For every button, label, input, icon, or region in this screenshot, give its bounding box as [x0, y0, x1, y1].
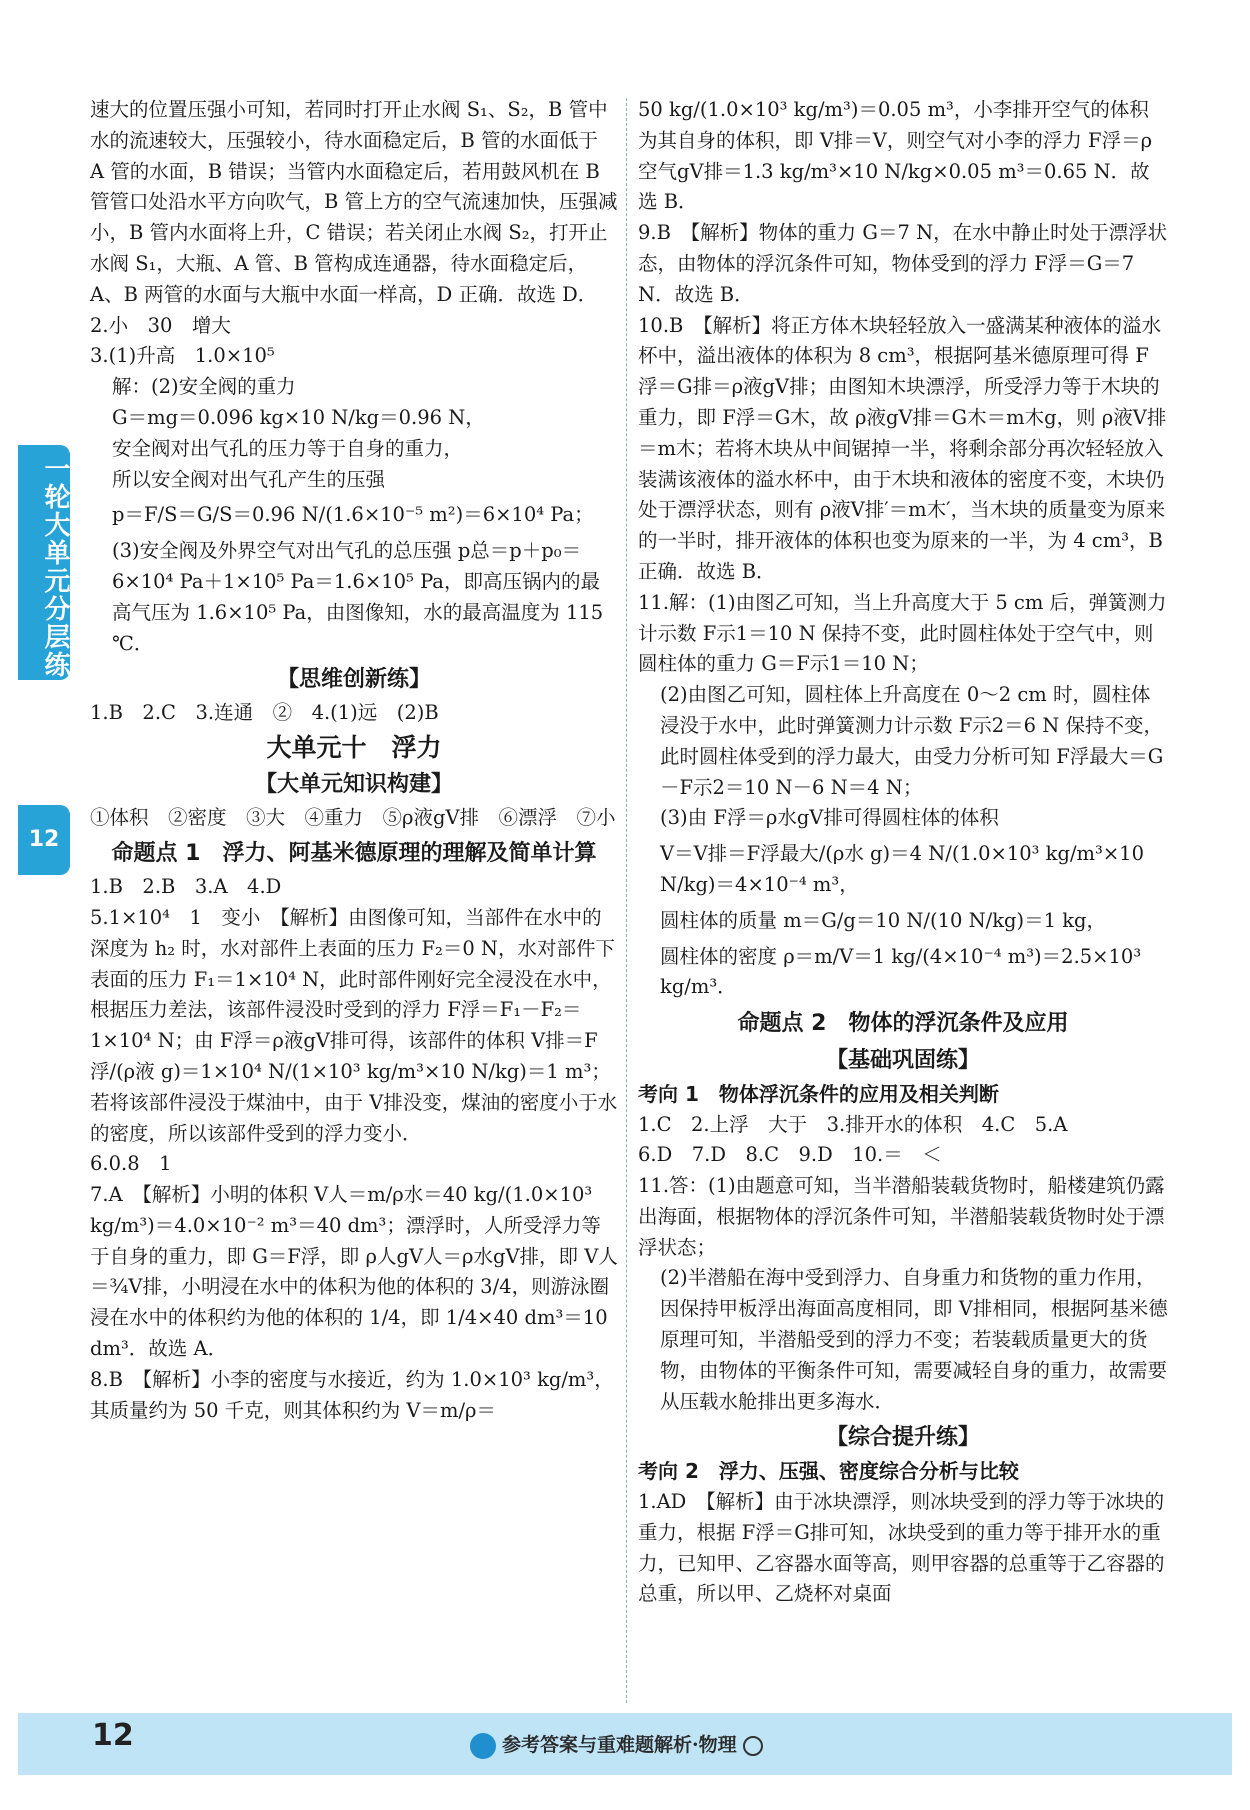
equation: 圆柱体的质量 m＝G/g＝10 N/(10 N/kg)＝1 kg，	[660, 908, 1107, 932]
topic-heading: 命题点 2 物体的浮沉条件及应用	[737, 1011, 1069, 1037]
footer-title-text: 参考答案与重难题解析·物理	[502, 1734, 737, 1756]
brand-logo-icon	[470, 1733, 496, 1759]
text-line: 2.小 30 增大	[90, 313, 231, 337]
section-heading: 【综合提升练】	[825, 1425, 980, 1451]
right-column	[638, 95, 1168, 1610]
unit-title: 大单元十 浮力	[266, 732, 442, 762]
text-line: (2)半潜船在海中受到浮力、自身重力和货物的重力作用，因保持甲板浮出海面高度相同，即 V排相同，根据阿基米德原理可知，半潜船受到的浮力不变；若装载质量更大的货物，由物体的平衡条件可知，需要减轻自身的重力，故需要从压载水舱排出更多海水．	[660, 1266, 1168, 1413]
text-line: (2)由图乙可知，圆柱体上升高度在 0～2 cm 时，圆柱体浸没于水中，此时弹簧测力计示数 F示2＝6 N 保持不变，此时圆柱体受到的浮力最大，由受力分析可知 F浮最大＝G－F示2＝10 N－6 N＝4 N；	[660, 683, 1164, 799]
text-line: (3)安全阀及外界空气对出气孔的总压强 p总＝p＋p₀＝6×10⁴ Pa＋1×10⁵ Pa＝1.6×10⁵ Pa，即高压锅内的最高气压为 1.6×10⁵ Pa，由图像知，水的最高温度为 115 ℃．	[112, 539, 604, 655]
text-line: 9.B 【解析】物体的重力 G＝7 N，在水中静止时处于漂浮状态，由物体的浮沉条件可知，物体受到的浮力 F浮＝G＝7 N．故选 B．	[638, 221, 1168, 306]
section-heading: 【基础巩固练】	[825, 1047, 980, 1073]
answer-line: ①体积 ②密度 ③大 ④重力 ⑤ρ液gV排 ⑥漂浮 ⑦小	[90, 805, 616, 829]
text-line: 11.答：(1)由题意可知，当半潜船装载货物时，船楼建筑仍露出海面，根据物体的浮沉条件可知，半潜船装载货物时处于漂浮状态；	[638, 1174, 1165, 1259]
text-line: 解：(2)安全阀的重力	[112, 375, 296, 399]
equation: p＝F/S＝G/S＝0.96 N/(1.6×10⁻⁵ m²)＝6×10⁴ Pa；	[112, 503, 594, 527]
search-icon	[743, 1736, 763, 1756]
text-line: 3.(1)升高 1.0×10⁵	[90, 344, 275, 368]
topic-heading: 命题点 1 浮力、阿基米德原理的理解及简单计算	[111, 841, 597, 867]
section-heading: 【大单元知识构建】	[254, 771, 453, 797]
answer-line: 1.B 2.C 3.连通 ② 4.(1)远 (2)B	[90, 701, 439, 725]
page-badge: 12	[18, 805, 70, 875]
text-line: 8.B 【解析】小李的密度与水接近，约为 1.0×10³ kg/m³，其质量约为 50 千克，则其体积约为 V＝m/ρ＝	[90, 1367, 614, 1422]
text-line: 1.AD 【解析】由于冰块漂浮，则冰块受到的浮力等于冰块的重力，根据 F浮＝G排可知，冰块受到的重力等于排开水的重力，已知甲、乙容器水面等高，则甲容器的总重等于乙容器的总重，所以甲、乙烧杯对桌面	[638, 1490, 1165, 1606]
text-line: 10.B 【解析】将正方体木块轻轻放入一盛满某种液体的溢水杯中，溢出液体的体积为 8 cm³，根据阿基米德原理可得 F浮＝G排＝ρ液gV排；由图知木块漂浮，所受浮力等于木块的重力，即 F浮＝G木，故 ρ液gV排＝G木＝m木g，则 ρ液V排＝m木；若将木块从中间锯掉一半，将剩余部分再次轻轻放入装满该液体的溢水杯中，由于木块和液体的密度不变，木块仍处于漂浮状态，则有 ρ液V排′＝m木′，当木块的质量变为原来的一半时，排开液体的体积也变为原来的一半，为 4 cm³，B 正确．故选 B．	[638, 313, 1167, 583]
side-tab: 一轮大单元分层练	[18, 445, 70, 680]
text-line: 11.解：(1)由图乙可知，当上升高度大于 5 cm 后，弹簧测力计示数 F示1＝10 N 保持不变，此时圆柱体处于空气中，则圆柱体的重力 G＝F示1＝10 N；	[638, 590, 1167, 676]
footer-title	[470, 1730, 763, 1759]
left-column	[90, 95, 618, 1426]
footer-page-number: 12	[92, 1718, 134, 1753]
answer-line: 1.B 2.B 3.A 4.D	[90, 875, 282, 899]
answer-line: 6.D 7.D 8.C 9.D 10.＝ ＜	[638, 1143, 942, 1167]
subsection-heading: 考向 1 物体浮沉条件的应用及相关判断	[638, 1081, 999, 1106]
section-heading: 【思维创新练】	[276, 667, 431, 693]
subsection-heading: 考向 2 浮力、压强、密度综合分析与比较	[638, 1459, 1019, 1484]
text-line: (3)由 F浮＝ρ水gV排可得圆柱体的体积	[660, 806, 999, 830]
answer-line: 6.0.8 1	[90, 1152, 172, 1176]
text-line: G＝mg＝0.096 kg×10 N/kg＝0.96 N，	[112, 405, 485, 429]
answer-line: 1.C 2.上浮 大于 3.排开水的体积 4.C 5.A	[638, 1112, 1068, 1136]
text-line: 速大的位置压强小可知，若同时打开止水阀 S₁、S₂，B 管中水的流速较大，压强较小，待水面稳定后，B 管的水面低于 A 管的水面，B 错误；当管内水面稳定后，若用鼓风机在 B 管管口处沿水平方向吹气，B 管上方的空气流速加快，压强减小，B 管内水面将上升，C 错误；若关闭止水阀 S₂，打开止水阀 S₁，大瓶、A 管、B 管构成连通器，待水面稳定后，A、B 两管的水面与大瓶中水面一样高，D 正确．故选 D．	[90, 98, 618, 306]
column-divider	[626, 98, 627, 1703]
text-line: 50 kg/(1.0×10³ kg/m³)＝0.05 m³，小李排开空气的体积为其自身的体积，即 V排＝V，则空气对小李的浮力 F浮＝ρ空气gV排＝1.3 kg/m³×10 N/kg×0.05 m³＝0.65 N．故选 B．	[638, 98, 1153, 214]
text-line: 安全阀对出气孔的压力等于自身的重力，	[112, 436, 464, 460]
text-line: 5.1×10⁴ 1 变小 【解析】由图像可知，当部件在水中的深度为 h₂ 时，水对部件上表面的压力 F₂＝0 N，水对部件下表面的压力 F₁＝1×10⁴ N，此时部件刚好完全浸没在水中，根据压力差法，该部件浸没时受到的浮力 F浮＝F₁－F₂＝1×10⁴ N；由 F浮＝ρ液gV排可得，该部件的体积 V排＝F浮/(ρ液 g)＝1×10⁴ N/(1×10³ kg/m³×10 N/kg)＝1 m³；若将该部件浸没于煤油中，由于 V排没变，煤油的密度小于水的密度，所以该部件受到的浮力变小．	[90, 905, 618, 1145]
equation: V＝V排＝F浮最大/(ρ水 g)＝4 N/(1.0×10³ kg/m³×10 N/kg)＝4×10⁻⁴ m³，	[660, 842, 1144, 896]
equation: 圆柱体的密度 ρ＝m/V＝1 kg/(4×10⁻⁴ m³)＝2.5×10³ kg/m³．	[660, 944, 1142, 999]
text-line: 所以安全阀对出气孔产生的压强	[112, 467, 386, 491]
text-line: 7.A 【解析】小明的体积 V人＝m/ρ水＝40 kg/(1.0×10³ kg/m³)＝4.0×10⁻² m³＝40 dm³；漂浮时，人所受浮力等于自身的重力，即 G＝F浮，即 ρ人gV人＝ρ水gV排，即 V人＝¾V排，小明浸在水中的体积为他的体积的 3/4，则游泳圈浸在水中的体积约为他的体积的 1/4，即 1/4×40 dm³＝10 dm³．故选 A．	[90, 1183, 618, 1361]
